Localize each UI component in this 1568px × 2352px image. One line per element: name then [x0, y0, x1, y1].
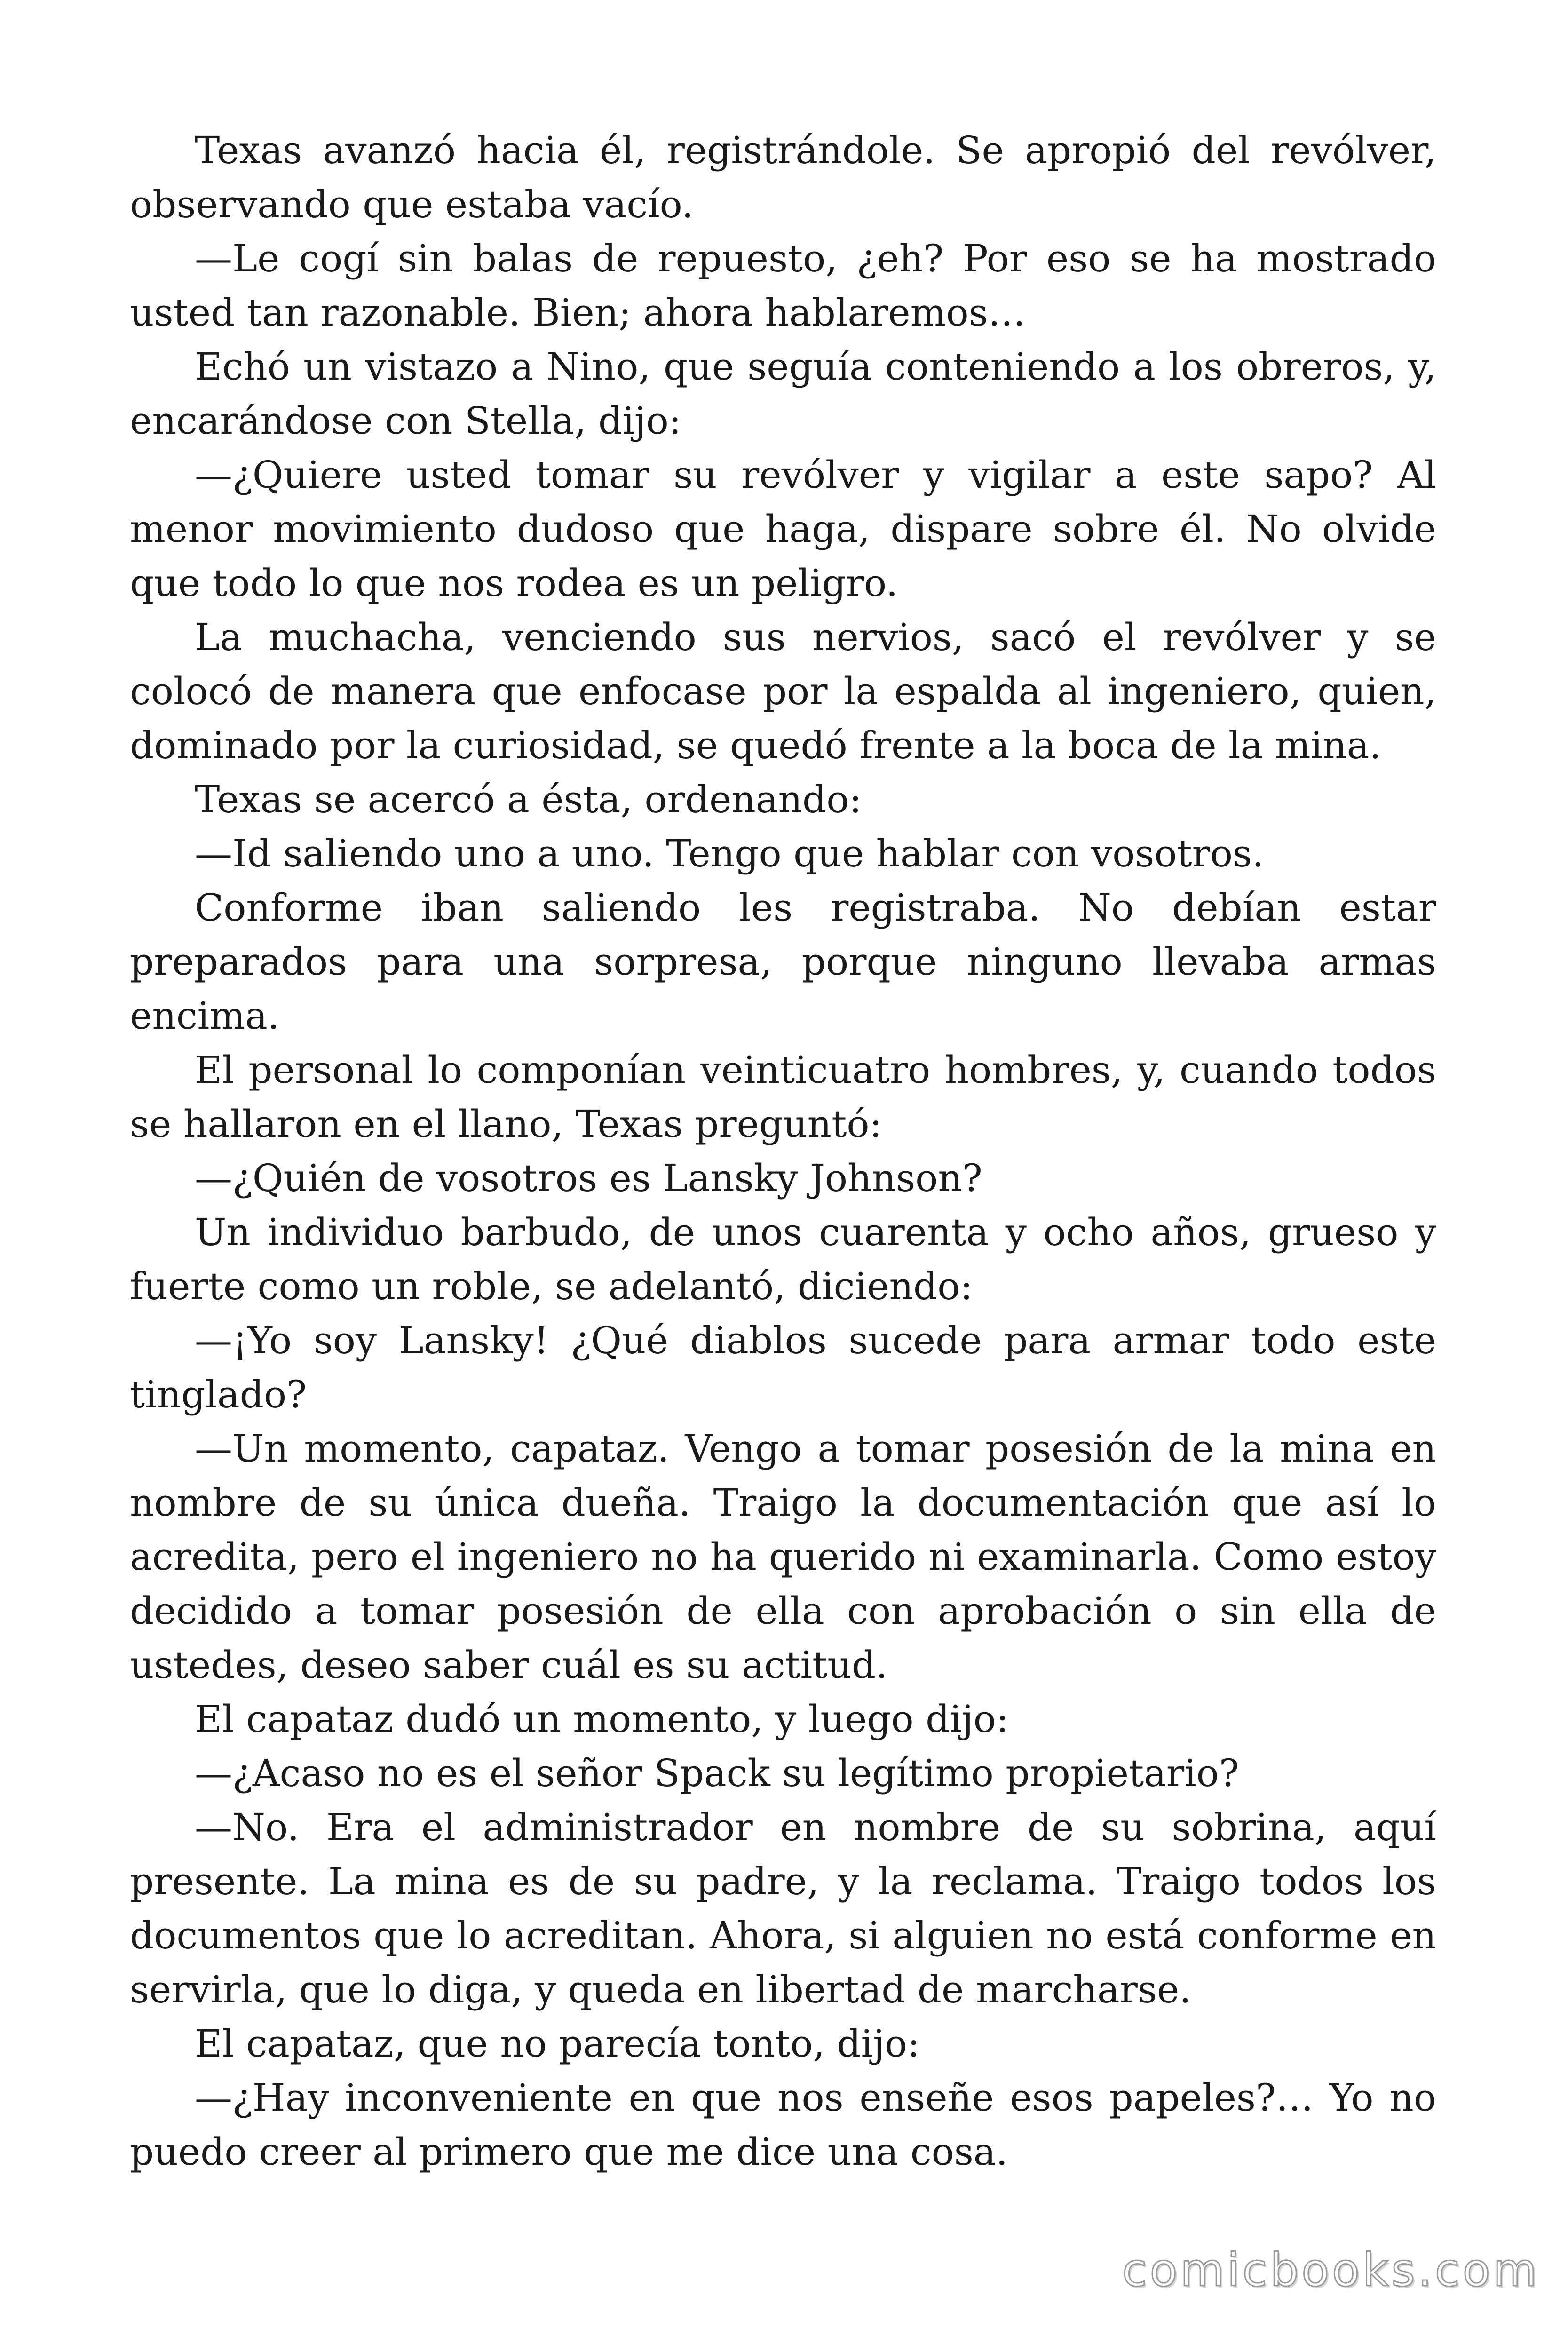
paragraph-7: —Id saliendo uno a uno. Tengo que hablar con vosotros. — [195, 832, 1264, 875]
watermark-text: comicbooks.com — [1122, 2244, 1540, 2296]
paragraph-11: Un individuo barbudo, de unos cuarenta y ocho años, grueso y fuerte como un roble, se adelantó, diciendo: — [130, 1210, 1436, 1308]
paragraph-16: —No. Era el administrador en nombre de su sobrina, aquí presente. La mina es de su padre, y la reclama. Traigo todos los documentos que lo acreditan. Ahora, si alguien no está conforme en servirla, que lo diga, y queda en libertad de marcharse. — [130, 1805, 1436, 2011]
paragraph-15: —¿Acaso no es el señor Spack su legítimo propietario? — [195, 1751, 1239, 1795]
paragraph-13: —Un momento, capataz. Vengo a tomar posesión de la mina en nombre de su única dueña. Traigo la documentación que así lo acredita, pero el ingeniero no ha querido ni examinarla. Como estoy decidido a tomar posesión de ella con aprobación o sin ella de ustedes, deseo saber cuál es su actitud. — [130, 1427, 1436, 1687]
paragraph-18: —¿Hay inconveniente en que nos enseñe esos papeles?… Yo no puedo creer al primero que me dice una cosa. — [130, 2076, 1436, 2174]
paragraph-9: El personal lo componían veinticuatro hombres, y, cuando todos se hallaron en el llano, Texas preguntó: — [130, 1048, 1436, 1146]
paragraph-12: —¡Yo soy Lansky! ¿Qué diablos sucede para armar todo este tinglado? — [130, 1319, 1436, 1416]
paragraph-1: Texas avanzó hacia él, registrándole. Se apropió del revólver, observando que estaba vacío. — [130, 128, 1436, 226]
paragraph-4: —¿Quiere usted tomar su revólver y vigilar a este sapo? Al menor movimiento dudoso que haga, dispare sobre él. No olvide que todo lo que nos rodea es un peligro. — [130, 453, 1436, 605]
page-text-block — [130, 123, 1436, 2179]
paragraph-6: Texas se acercó a ésta, ordenando: — [195, 778, 862, 821]
paragraph-8: Conforme iban saliendo les registraba. No debían estar preparados para una sorpresa, porque ninguno llevaba armas encima. — [130, 886, 1436, 1038]
paragraph-5: La muchacha, venciendo sus nervios, sacó el revólver y se colocó de manera que enfocase por la espalda al ingeniero, quien, dominado por la curiosidad, se quedó frente a la boca de la mina. — [130, 615, 1436, 767]
paragraph-3: Echó un vistazo a Nino, que seguía conteniendo a los obreros, y, encarándose con Stella, dijo: — [130, 345, 1436, 443]
paragraph-10: —¿Quién de vosotros es Lansky Johnson? — [195, 1156, 982, 1200]
paragraph-14: El capataz dudó un momento, y luego dijo: — [195, 1697, 1009, 1741]
paragraph-2: —Le cogí sin balas de repuesto, ¿eh? Por eso se ha mostrado usted tan razonable. Bien; ahora hablaremos… — [130, 237, 1436, 334]
paragraph-17: El capataz, que no parecía tonto, dijo: — [195, 2022, 920, 2066]
